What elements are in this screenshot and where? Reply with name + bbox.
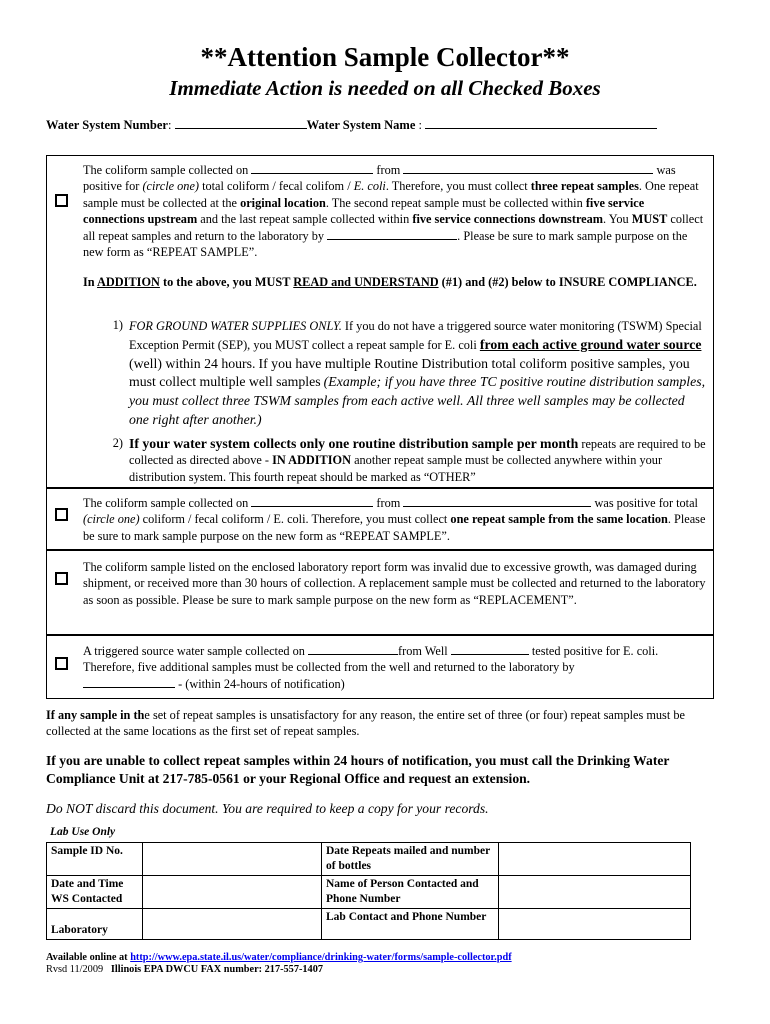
triggered-source-text: A triggered source water sample collected on from Well tested positive for E. coli. Therefore, five additional samples must be collected from the well and returned to the laboratory by - (within 24-hours of notification) <box>83 644 659 691</box>
checkbox-replacement[interactable] <box>55 572 68 585</box>
lab-use-table <box>46 842 691 940</box>
person-contacted-value[interactable] <box>499 876 691 909</box>
date-collected-field[interactable] <box>251 162 373 174</box>
one-repeat-text: The coliform sample collected on from was positive for total (circle one) coliform / fecal coliform / E. coli. Therefore, you must collect one repeat sample from the same location. Please be sure to mark sample purpose on the new form as “REPEAT SAMPLE”. <box>83 496 706 543</box>
checkbox-section-repeat-samples: The coliform sample collected on from was positive for (circle one) total coliform / fecal colifom / E. coli. Therefore, you must collect three repeat samples. One repeat sample must be collected at the original location. The second repeat sample must be collected within five service connections upstream and the last repeat sample collected within five service connections downstream. You MUST collect all repeat samples and return to the laboratory by . Please be sure to mark sample purpose on the new form as “REPEAT SAMPLE”. In ADDITION to the above, you MUST READ and UNDERSTAND (#1) and (#2) below to INSURE COMPLIANCE. 1) FOR GROUND WATER SUPPLIES ONLY. If you do not have a triggered source water monitoring (TSWM) Special Exception Permit (SEP), you MUST collect a repeat sample for E. coli from each active ground water source (well) within 24 hours. If you have multiple Routine Distribution total coliform positive samples, you must collect multiple well samples (Example; if you have three TC positive routine distribution samples, you must collect three TSWM samples from each active well. All three well samples may be collected one right after another.) 2) If your water system collects only one routine distribution sample per month repeats are required to be collected as directed above - IN ADDITION another repeat sample must be collected anywhere within your distribution system. This fourth repeat should be marked as “OTHER” <box>46 155 714 489</box>
sample-id-value[interactable] <box>143 843 322 876</box>
table-row <box>47 876 691 909</box>
water-system-number-field[interactable] <box>175 117 307 129</box>
return-by-date-field[interactable] <box>327 228 457 240</box>
table-row <box>47 843 691 876</box>
box4-return-by-field[interactable] <box>83 676 175 688</box>
checkbox-section-one-repeat <box>46 487 714 551</box>
unsatisfactory-note: If any sample in the set of repeat samples is unsatisfactory for any reason, the entire set of three (or four) repeat samples must be collected at the same locations as the first set of repeat samples. <box>46 708 685 739</box>
box2-date-field[interactable] <box>251 495 373 507</box>
footer-available-online: Available online at http://www.epa.state.il.us/water/compliance/drinking-water/forms/sample-collector.pdf <box>46 952 512 963</box>
sample-id-label: Sample ID No. <box>47 843 143 876</box>
box2-location-field[interactable] <box>403 495 591 507</box>
replacement-text: The coliform sample listed on the enclosed laboratory report form was invalid due to excessive growth, was damaged during shipment, or received more than 30 hours of collection. A replacement sample must be collected and returned to the laboratory as soon as possible. Please be sure to mark sample purpose on the new form as “REPLACEMENT”. <box>83 560 706 607</box>
checkbox-repeat-samples[interactable] <box>55 194 68 207</box>
water-system-name-field[interactable] <box>425 117 657 129</box>
list-item-ground-water: 1) FOR GROUND WATER SUPPLIES ONLY. If you do not have a triggered source water monitoring (TSWM) Special Exception Permit (SEP), you MUST collect a repeat sample for E. coli from each active ground water source (well) within 24 hours. If you have multiple Routine Distribution total coliform positive samples, you must collect multiple well samples (Example; if you have three TC positive routine distribution samples, you must collect three TSWM samples from each active well. All three well samples may be collected one right after another.) <box>112 318 706 427</box>
page-title: **Attention Sample Collector** <box>200 42 570 72</box>
water-system-number-label: Water System Number <box>46 118 168 132</box>
water-system-name-label: Water System Name <box>306 118 416 132</box>
location-field[interactable] <box>403 162 653 174</box>
addition-notice: In ADDITION to the above, you MUST READ and UNDERSTAND (#1) and (#2) below to INSURE COMPLIANCE. <box>83 275 697 289</box>
box4-date-field[interactable] <box>308 643 398 655</box>
date-mailed-label: Date Repeats mailed and number of bottles <box>322 843 499 876</box>
laboratory-label: Laboratory <box>47 909 143 940</box>
keep-copy-note: Do NOT discard this document. You are required to keep a copy for your records. <box>46 801 489 816</box>
box4-well-field[interactable] <box>451 643 529 655</box>
date-time-value[interactable] <box>143 876 322 909</box>
checkbox-section-triggered-source <box>46 634 714 699</box>
page-subtitle: Immediate Action is needed on all Checked Boxes <box>169 76 601 100</box>
lab-contact-value[interactable] <box>499 909 691 940</box>
table-row <box>47 909 691 940</box>
extension-note: If you are unable to collect repeat samples within 24 hours of notification, you must call the Drinking Water Compliance Unit at 217-785-0561 or your Regional Office and request an extension. <box>46 753 670 786</box>
person-contacted-label: Name of Person Contacted and Phone Number <box>322 876 499 909</box>
laboratory-value[interactable] <box>143 909 322 940</box>
water-system-line: Water System Number: Water System Name : <box>46 117 726 133</box>
lab-use-heading: Lab Use Only <box>50 826 116 838</box>
date-mailed-value[interactable] <box>499 843 691 876</box>
repeat-samples-text: The coliform sample collected on from was positive for (circle one) total coliform / fecal colifom / E. coli. Therefore, you must collect three repeat samples. One repeat sample must be collected at the original location. The second repeat sample must be collected within five service connections upstream and the last repeat sample collected within five service connections downstream. You MUST collect all repeat samples and return to the laboratory by . Please be sure to mark sample purpose on the new form as “REPEAT SAMPLE”. <box>83 163 704 260</box>
checkbox-section-replacement <box>46 549 714 636</box>
date-time-label: Date and Time WS Contacted <box>47 876 143 909</box>
checkbox-triggered-source[interactable] <box>55 657 68 670</box>
form-url-link[interactable]: http://www.epa.state.il.us/water/compliance/drinking-water/forms/sample-collector.pdf <box>130 952 512 963</box>
checkbox-one-repeat[interactable] <box>55 508 68 521</box>
lab-contact-label: Lab Contact and Phone Number <box>322 909 499 940</box>
footer-revision: Rvsd 11/2009 Illinois EPA DWCU FAX number: 217-557-1407 <box>46 964 323 975</box>
